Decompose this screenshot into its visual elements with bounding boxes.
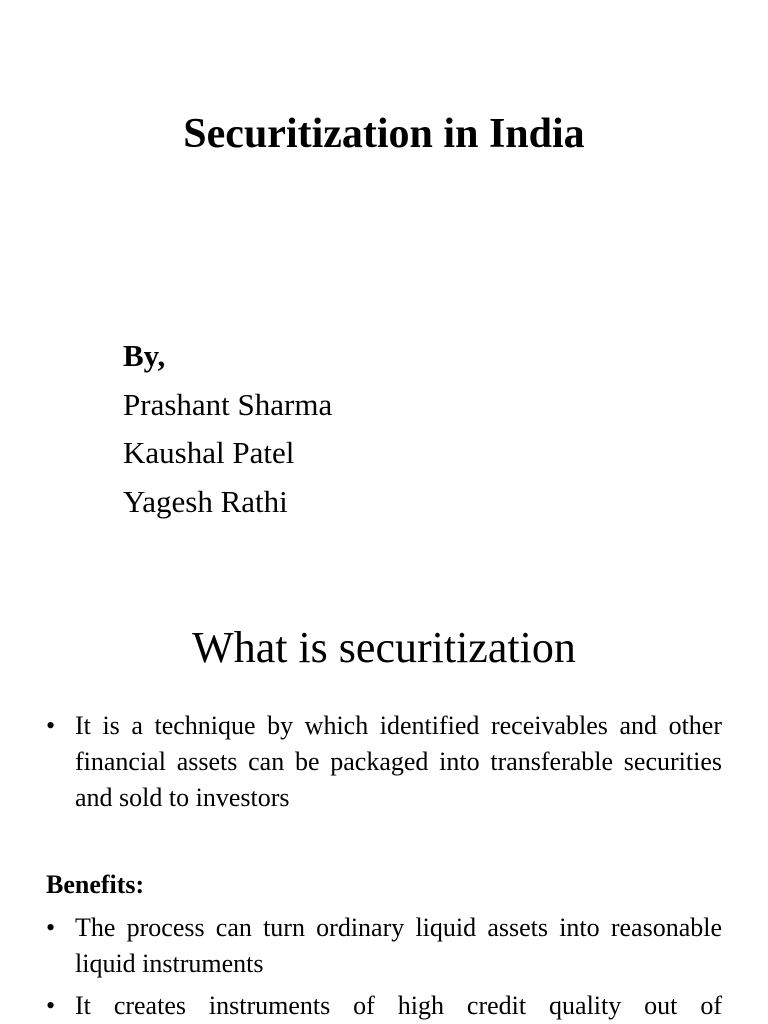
benefit-bullet <box>46 910 722 982</box>
benefits-heading: Benefits: <box>46 870 145 899</box>
by-label: By, <box>123 338 166 373</box>
bullet-text: It creates instruments of high credit quality out of <box>75 991 722 1020</box>
bullet-text: The process can turn ordinary liquid assets into reasonable liquid instruments <box>75 913 722 978</box>
slide-title: What is securitization <box>192 623 576 672</box>
definition-bullet <box>46 708 722 816</box>
bullet-icon: • <box>46 991 56 1020</box>
author-block <box>123 332 332 526</box>
benefit-bullet <box>46 988 722 1024</box>
presentation-title: Securitization in India <box>183 111 585 157</box>
author-name: Prashant Sharma <box>123 386 333 422</box>
author-name: Kaushal Patel <box>123 435 295 470</box>
bullet-icon: • <box>46 913 56 942</box>
bullet-icon: • <box>46 711 56 740</box>
author-name: Yagesh Rathi <box>123 483 288 519</box>
bullet-text: It is a technique by which identified receivables and other financial assets can be packaged into transferable securities and sold to investors <box>75 711 722 812</box>
